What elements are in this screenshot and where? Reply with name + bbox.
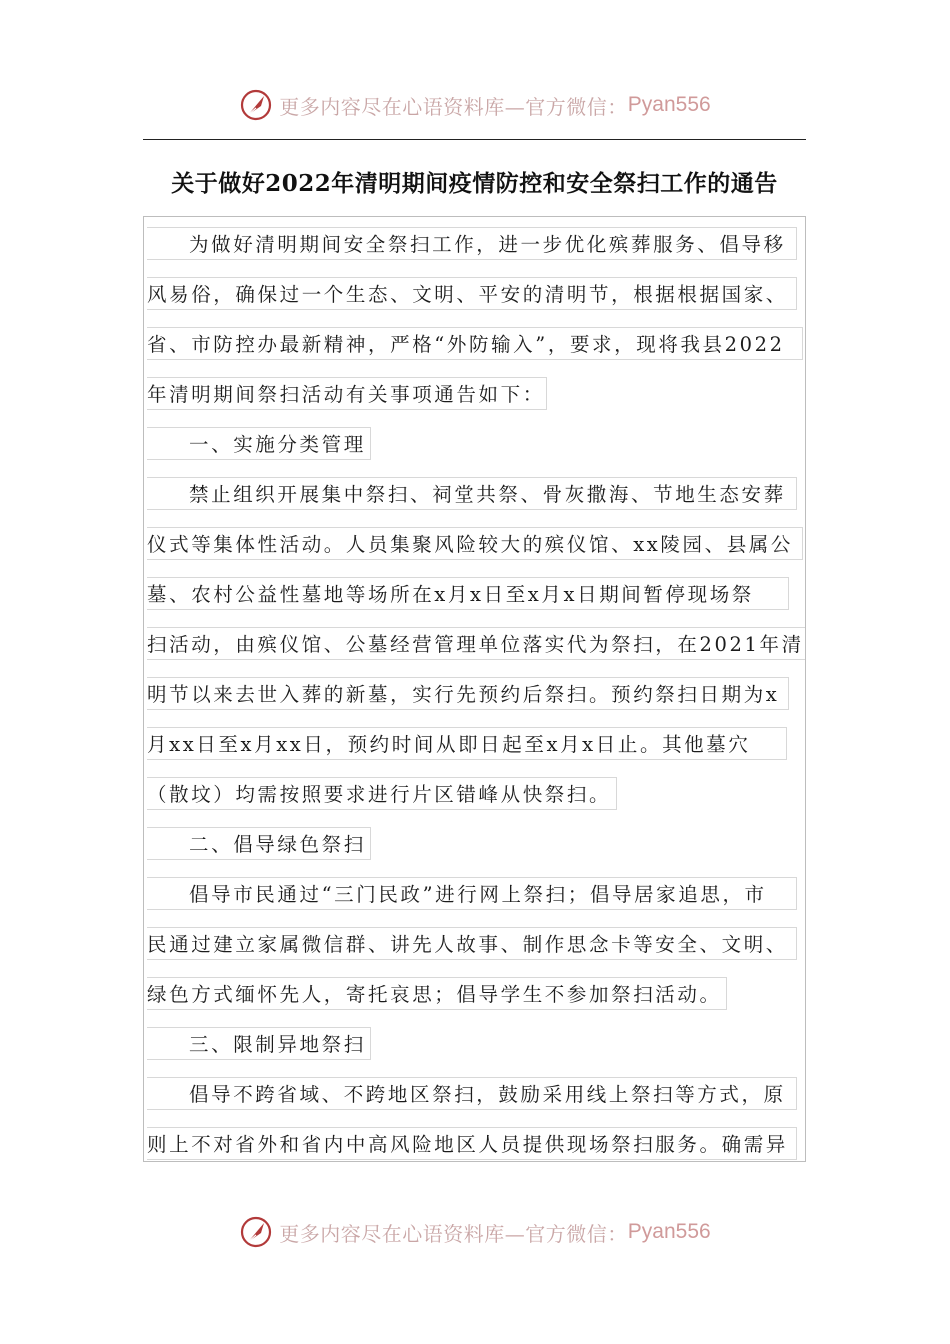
body-line: 绿色方式缅怀先人，寄托哀思；倡导学生不参加祭扫活动。 bbox=[147, 977, 727, 1010]
document-title: 关于做好2022年清明期间疫情防控和安全祭扫工作的通告 bbox=[171, 170, 778, 197]
body-line: （散坟）均需按照要求进行片区错峰从快祭扫。 bbox=[147, 777, 617, 810]
body-line: 风易俗，确保过一个生态、文明、平安的清明节，根据根据国家、 bbox=[147, 277, 797, 310]
body-line: 倡导市民通过“三门民政”进行网上祭扫；倡导居家追思，市 bbox=[147, 877, 797, 910]
quill-logo-icon bbox=[239, 1215, 273, 1249]
body-line: 民通过建立家属微信群、讲先人故事、制作思念卡等安全、文明、 bbox=[147, 927, 797, 960]
body-line: 则上不对省外和省内中高风险地区人员提供现场祭扫服务。确需异 bbox=[147, 1127, 797, 1160]
footer-watermark bbox=[0, 1212, 950, 1252]
body-line: 仪式等集体性活动。人员集聚风险较大的殡仪馆、xx陵园、县属公 bbox=[147, 527, 803, 560]
section-heading: 二、倡导绿色祭扫 bbox=[147, 827, 371, 860]
document-body bbox=[143, 216, 806, 1162]
body-line: 倡导不跨省域、不跨地区祭扫，鼓励采用线上祭扫等方式，原 bbox=[147, 1077, 797, 1110]
body-line: 月xx日至x月xx日，预约时间从即日起至x月x日止。其他墓穴 bbox=[147, 727, 787, 760]
body-line: 明节以来去世入葬的新墓，实行先预约后祭扫。预约祭扫日期为x bbox=[147, 677, 789, 710]
body-line: 墓、农村公益性墓地等场所在x月x日至x月x日期间暂停现场祭 bbox=[147, 577, 789, 610]
watermark-text: 更多内容尽在心语资料库—官方微信： bbox=[279, 94, 628, 119]
watermark-handle: Pyan556 bbox=[627, 93, 711, 116]
body-line: 扫活动，由殡仪馆、公墓经营管理单位落实代为祭扫，在2021年清 bbox=[147, 627, 806, 660]
body-line: 省、市防控办最新精神，严格“外防输入”，要求，现将我县2022 bbox=[147, 327, 803, 360]
header-watermark bbox=[0, 85, 950, 125]
body-line: 为做好清明期间安全祭扫工作，进一步优化殡葬服务、倡导移 bbox=[147, 227, 797, 260]
section-heading: 一、实施分类管理 bbox=[147, 427, 371, 460]
watermark-text: 更多内容尽在心语资料库—官方微信： bbox=[279, 1221, 628, 1246]
watermark-handle: Pyan556 bbox=[627, 1220, 711, 1243]
header-divider bbox=[143, 139, 806, 140]
quill-logo-icon bbox=[239, 88, 273, 122]
body-line: 禁止组织开展集中祭扫、祠堂共祭、骨灰撒海、节地生态安葬 bbox=[147, 477, 797, 510]
body-line: 年清明期间祭扫活动有关事项通告如下： bbox=[147, 377, 547, 410]
section-heading: 三、限制异地祭扫 bbox=[147, 1027, 371, 1060]
